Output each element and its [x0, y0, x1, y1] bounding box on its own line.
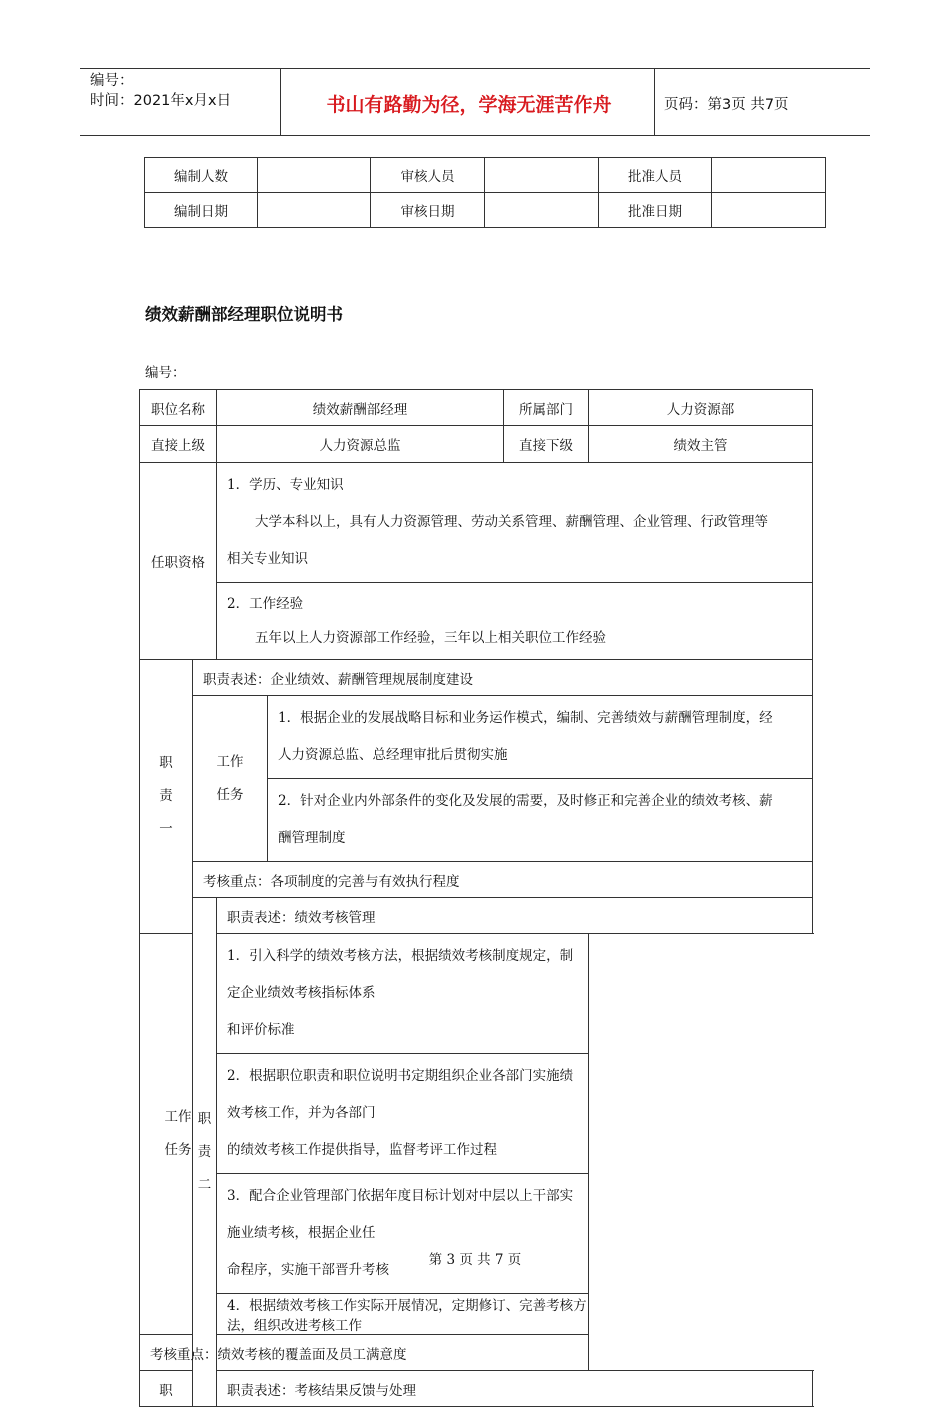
duty3-label: 职 — [140, 1371, 193, 1407]
table-row — [140, 1054, 813, 1174]
task-text: 2．针对企业内外部条件的变化及发展的需要，及时修正和完善企业的绩效考核、薪 — [278, 793, 773, 809]
duty3-statement: 职责表述：考核结果反馈与处理 — [217, 1371, 813, 1407]
task-text: 命程序，实施干部晋升考核 — [227, 1262, 389, 1278]
task-text: 和评价标准 — [227, 1022, 295, 1038]
header-divider-left — [280, 68, 281, 135]
duty2-statement: 职责表述：绩效考核管理 — [217, 898, 813, 934]
signoff-cell — [712, 193, 826, 228]
education-text-cont: 相关专业知识 — [227, 551, 308, 567]
table-row — [140, 934, 813, 1054]
header-top-rule — [80, 68, 870, 69]
duty2-task-2 — [217, 1054, 589, 1174]
qualification-education-cell — [217, 463, 813, 583]
duty2-task-3 — [217, 1174, 589, 1294]
table-row — [140, 1335, 813, 1371]
signoff-cell — [258, 193, 371, 228]
table-row — [140, 660, 813, 696]
table-row — [140, 898, 813, 934]
table-row — [140, 1174, 813, 1294]
education-title: 1．学历、专业知识 — [227, 477, 344, 493]
department-label: 所属部门 — [504, 390, 589, 426]
signoff-cell: 审核日期 — [371, 193, 485, 228]
duty1-label — [140, 660, 193, 934]
duty1-label-char: 职 — [159, 755, 173, 771]
signoff-cell: 批准日期 — [599, 193, 712, 228]
header-meta — [90, 71, 231, 111]
duty1-label-char: 一 — [159, 821, 173, 837]
table-row — [140, 583, 813, 660]
department-value: 人力资源部 — [589, 390, 813, 426]
qualification-label: 任职资格 — [140, 463, 217, 660]
table-row — [140, 426, 813, 463]
duty2-task-4: 4．根据绩效考核工作实际开展情况，定期修订、完善考核方法，组织改进考核工作 — [217, 1294, 589, 1335]
superior-label: 直接上级 — [140, 426, 217, 463]
page-footer: 第 3 页 共 7 页 — [428, 1252, 522, 1268]
signoff-cell: 编制人数 — [145, 158, 258, 193]
duty2-label-char: 职 — [197, 1110, 212, 1127]
task-text: 人力资源总监、总经理审批后贯彻实施 — [278, 747, 508, 763]
header-page-label: 页码：第3页 共7页 — [664, 97, 789, 113]
superior-value: 人力资源总监 — [217, 426, 504, 463]
header-time-label: 时间：2021年x月x日 — [90, 93, 232, 109]
header-bottom-rule — [80, 135, 870, 136]
table-row — [140, 862, 813, 898]
signoff-row — [145, 193, 826, 228]
subordinate-value: 绩效主管 — [589, 426, 813, 463]
document-number-label: 编号： — [145, 365, 186, 381]
header-divider-right — [654, 68, 655, 135]
duty1-label-char: 责 — [159, 788, 173, 804]
header-number-label: 编号： — [90, 73, 134, 89]
task-text: 1．引入科学的绩效考核方法，根据绩效考核制度规定，制定企业绩效考核指标体系 — [227, 948, 574, 1001]
experience-text: 五年以上人力资源部工作经验，三年以上相关职位工作经验 — [255, 630, 606, 646]
qualification-experience-cell — [217, 583, 813, 660]
duty2-task-1 — [217, 934, 589, 1054]
table-row — [140, 1294, 813, 1335]
document-title: 绩效薪酬部经理职位说明书 — [145, 305, 343, 324]
duty1-task-2 — [268, 779, 813, 862]
experience-title: 2．工作经验 — [227, 596, 304, 612]
table-row — [140, 390, 813, 426]
task-text: 2．根据职位职责和职位说明书定期组织企业各部门实施绩效考核工作，并为各部门 — [227, 1068, 574, 1121]
header-motto: 书山有路勤为径，学海无涯苦作舟 — [326, 94, 612, 116]
task-label-line: 工作 — [216, 753, 244, 770]
task-label-line: 工作 — [164, 1109, 192, 1125]
table-row — [140, 696, 813, 779]
duty2-label-char: 责 — [197, 1143, 212, 1160]
duty1-statement: 职责表述：企业绩效、薪酬管理规展制度建设 — [193, 660, 813, 696]
signoff-cell: 批准人员 — [599, 158, 712, 193]
signoff-table — [144, 157, 826, 228]
signoff-cell — [712, 158, 826, 193]
table-row — [140, 463, 813, 583]
signoff-cell: 编制日期 — [145, 193, 258, 228]
duty1-task-label — [193, 696, 268, 862]
task-text: 3．配合企业管理部门依据年度目标计划对中层以上干部实施业绩考核，根据企业任 — [227, 1188, 574, 1241]
task-text: 1．根据企业的发展战略目标和业务运作模式，编制、完善绩效与薪酬管理制度，经 — [278, 710, 773, 726]
position-label: 职位名称 — [140, 390, 217, 426]
table-row — [140, 1371, 813, 1407]
signoff-row — [145, 158, 826, 193]
task-text: 的绩效考核工作提供指导，监督考评工作过程 — [227, 1142, 497, 1158]
signoff-cell — [258, 158, 371, 193]
position-value: 绩效薪酬部经理 — [217, 390, 504, 426]
duty1-focus: 考核重点：各项制度的完善与有效执行程度 — [193, 862, 813, 898]
task-label-line: 任务 — [216, 786, 244, 803]
education-text: 大学本科以上，具有人力资源管理、劳动关系管理、薪酬管理、企业管理、行政管理等 — [255, 514, 768, 530]
duty1-task-1 — [268, 696, 813, 779]
signoff-cell: 审核人员 — [371, 158, 485, 193]
task-label-line: 任务 — [164, 1142, 192, 1158]
duty2-label-char: 二 — [197, 1176, 212, 1193]
duty2-focus: 考核重点：绩效考核的覆盖面及员工满意度 — [140, 1335, 589, 1371]
signoff-cell — [485, 158, 599, 193]
signoff-cell — [485, 193, 599, 228]
task-text: 酬管理制度 — [278, 830, 346, 846]
subordinate-label: 直接下级 — [504, 426, 589, 463]
